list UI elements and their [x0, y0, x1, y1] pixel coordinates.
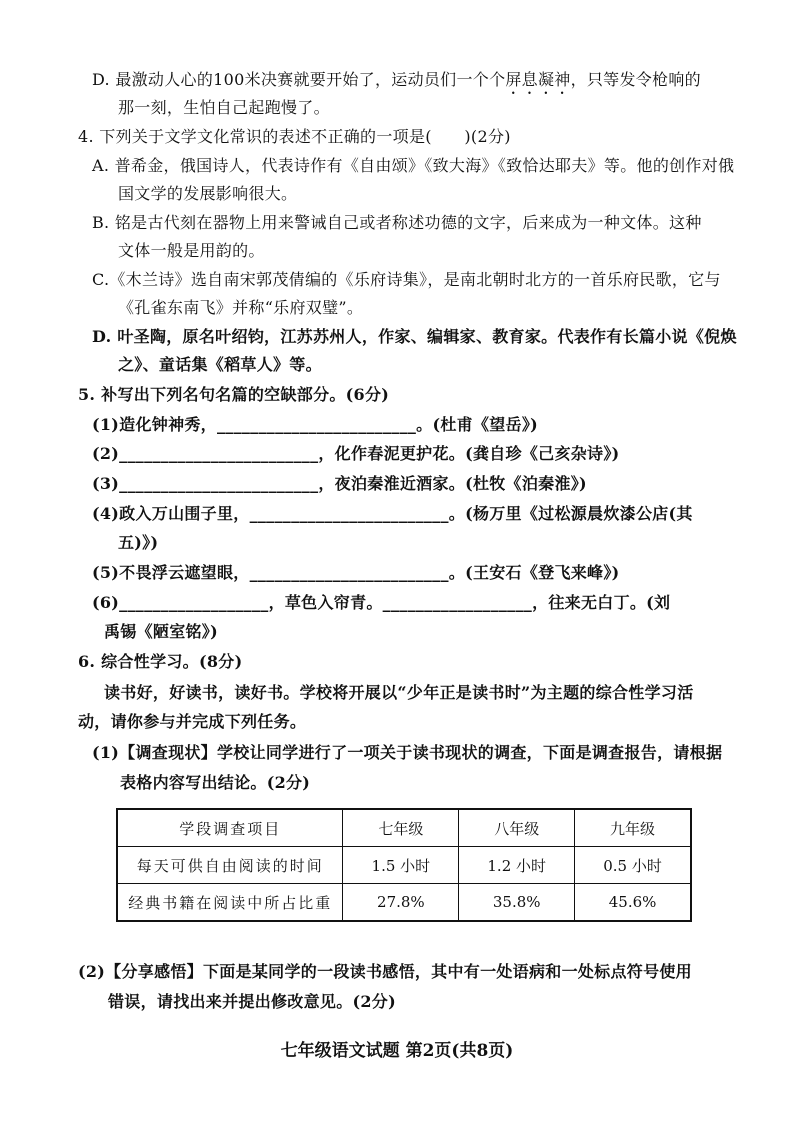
table-row: [117, 847, 691, 884]
table-cell: 35.8%: [459, 884, 575, 922]
q4-option-c-line2: 《孔雀东南飞》并称“乐府双璧”。: [118, 298, 364, 317]
table-cell: 1.2 小时: [459, 847, 575, 884]
table-header-row: [117, 809, 691, 847]
q4-option-c-line1: C.《木兰诗》选自南宋郭茂倩编的《乐府诗集》，是南北朝时北方的一首乐府民歌，它与: [92, 270, 721, 289]
table-cell: 45.6%: [575, 884, 691, 922]
reading-survey-table: [116, 808, 692, 922]
table-cell: 每天可供自由阅读的时间: [117, 847, 343, 884]
q4-stem: 4. 下列关于文学文化常识的表述不正确的一项是( )(2分): [78, 127, 511, 146]
q6-task2-line2: 错误，请找出来并提出修改意见。(2分): [108, 992, 396, 1011]
q5-stem: 5. 补写出下列名句名篇的空缺部分。(6分): [78, 385, 390, 404]
q5-item-3: (3)________________________，夜泊秦淮近酒家。(杜牧《泊秦淮》): [92, 474, 587, 493]
q3-option-d-line1: [92, 70, 701, 98]
q3-option-d-text-a: D. 最激动人心的100米决赛就要开始了，运动员们一个个: [92, 70, 506, 89]
q4-option-d-line1: D. 叶圣陶，原名叶绍钧，江苏苏州人，作家、编辑家、教育家。代表作有长篇小说《倪焕: [92, 327, 737, 346]
q4-option-b-line1: B. 铭是古代刻在器物上用来警诫自己或者称述功德的文字，后来成为一种文体。这种: [92, 213, 702, 232]
q6-task1-line2: 表格内容写出结论。(2分): [120, 773, 311, 792]
table-header-cell: 九年级: [575, 809, 691, 847]
q5-item-2: (2)________________________，化作春泥更护花。(龚自珍《己亥杂诗》): [92, 444, 620, 463]
q6-task2-line1: (2)【分享感悟】下面是某同学的一段读书感悟，其中有一处语病和一处标点符号使用: [78, 962, 692, 981]
q3-option-d-dotted-phrase: 屏息凝神: [505, 70, 571, 89]
q4-option-b-line2: 文体一般是用韵的。: [118, 241, 265, 260]
page-footer: 七年级语文试题 第2页(共8页): [280, 1041, 514, 1061]
table-header-cell: 八年级: [459, 809, 575, 847]
table-cell: 经典书籍在阅读中所占比重: [117, 884, 343, 922]
q5-item-4-line1: (4)政入万山围子里，________________________。(杨万里《过松源晨炊漆公店(其: [92, 504, 693, 523]
q5-item-4-line2: 五)》): [118, 533, 159, 552]
q6-task1-line1: (1)【调查现状】学校让同学进行了一项关于读书现状的调查，下面是调查报告，请根据: [92, 743, 723, 762]
q5-item-1: (1)造化钟神秀，________________________。(杜甫《望岳》): [92, 415, 539, 434]
table-row: [117, 884, 691, 922]
q5-item-6-line1: (6)__________________，草色入帘青。__________________，往来无白丁。(刘: [92, 593, 671, 612]
q3-option-d-text-b: ，只等发令枪响的: [570, 70, 701, 89]
q4-option-d-line2: 之》、童话集《稻草人》等。: [118, 355, 322, 374]
q4-option-a-line1: A. 普希金，俄国诗人，代表诗作有《自由颂》《致大海》《致恰达耶夫》等。他的创作对俄: [92, 156, 735, 175]
table-cell: 27.8%: [343, 884, 459, 922]
table-header-cell: 七年级: [343, 809, 459, 847]
q5-item-5: (5)不畏浮云遮望眼，________________________。(王安石《登飞来峰》): [92, 563, 620, 582]
table-cell: 1.5 小时: [343, 847, 459, 884]
q5-item-6-line2: 禹锡《陋室铭》): [104, 622, 218, 641]
q3-option-d-line2: 那一刻，生怕自己起跑慢了。: [118, 98, 330, 117]
q6-intro-line2: 动，请你参与并完成下列任务。: [78, 712, 307, 731]
q4-option-a-line2: 国文学的发展影响很大。: [118, 184, 298, 203]
table-cell: 0.5 小时: [575, 847, 691, 884]
q6-intro-line1: 读书好，好读书，读好书。学校将开展以“少年正是读书时”为主题的综合性学习活: [104, 683, 694, 702]
q6-stem: 6. 综合性学习。(8分): [78, 652, 243, 671]
table-header-cell: 学段调查项目: [117, 809, 343, 847]
